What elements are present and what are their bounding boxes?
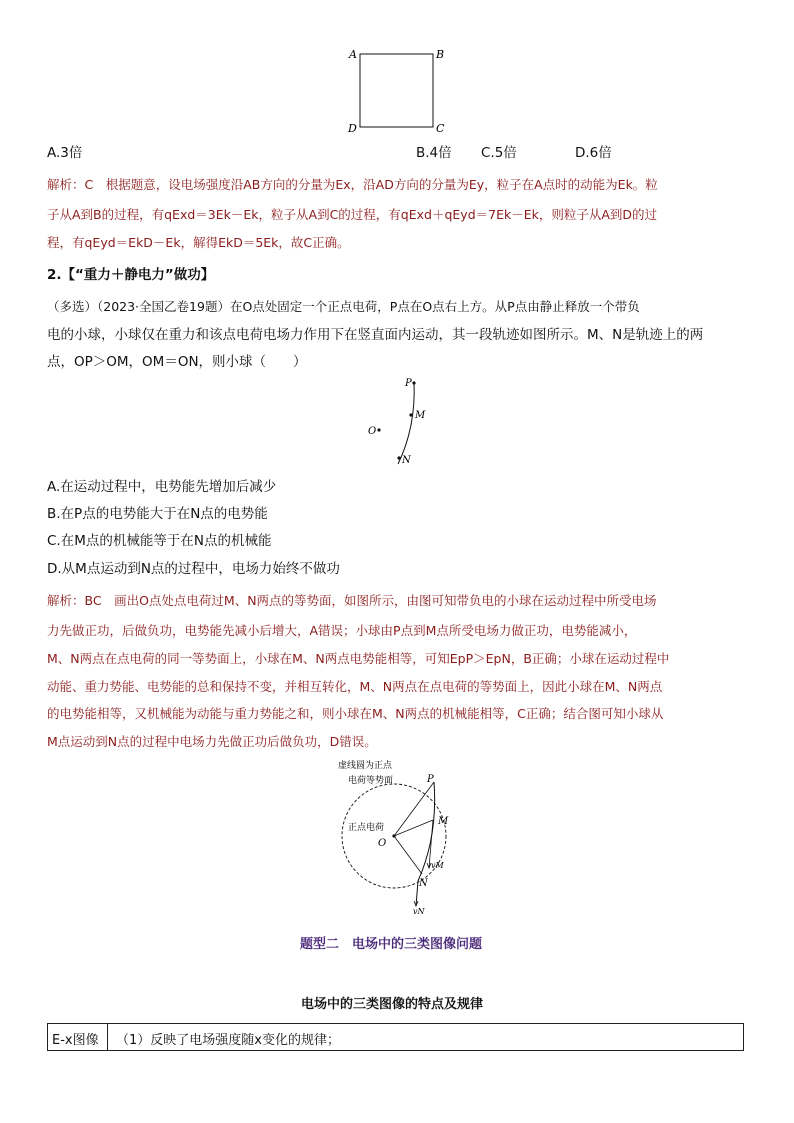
q2-solution-line: M点运动到N点的过程中电场力先做正功后做负功，D错误。 — [47, 734, 377, 749]
charge-label: 正点电荷 — [348, 823, 385, 833]
q2-stem-line: 电的小球，小球仅在重力和该点电荷电场力作用下在竖直面内运动，其一段轨迹如图所示。M、N是轨迹上的两 — [47, 327, 704, 343]
label-m: M — [415, 410, 426, 421]
q2-option-a: A.在运动过程中，电势能先增加后减少 — [47, 479, 277, 495]
label-n: N — [419, 878, 428, 889]
q2-solution-line: M、N两点在点电荷的同一等势面上，小球在M、N两点电势能相等，可知EpP＞EpN，B正确；小球在运动过程中 — [47, 651, 670, 666]
label-b: B — [436, 48, 445, 61]
trajectory-figure — [360, 372, 440, 472]
label-p: P — [427, 774, 434, 785]
section-title: 题型二 电场中的三类图像问题 — [300, 937, 483, 952]
note-line: 虚线圆为正点 — [338, 761, 393, 771]
label-a: A — [349, 48, 357, 61]
summary-table — [47, 1023, 744, 1051]
label-c: C — [436, 122, 445, 135]
q2-solution-line: 力先做正功，后做负功，电势能先减小后增大，A错误；小球由P点到M点所受电场力做正功，电势能减小， — [47, 623, 637, 638]
square-figure — [340, 44, 452, 138]
table-cell-description: （1）反映了电场强度随x变化的规律； — [116, 1033, 340, 1048]
label-n: N — [402, 455, 411, 466]
label-p: P — [405, 378, 412, 389]
label-o: O — [378, 838, 387, 849]
q2-solution-line: 解析：BC 画出O点处点电荷过M、N两点的等势面，如图所示，由图可知带负电的小球在运动过程中所受电场 — [47, 593, 657, 608]
q1-option-b: B.4倍 — [416, 145, 452, 161]
q2-solution-line: 动能、重力势能、电势能的总和保持不变，并相互转化，M、N两点在点电荷的等势面上，因此小球在M、N两点 — [47, 679, 663, 694]
q2-solution-line: 的电势能相等，又机械能为动能与重力势能之和，则小球在M、N两点的机械能相等，C正确；结合图可知小球从 — [47, 706, 664, 721]
q1-option-d: D.6倍 — [575, 145, 612, 161]
q2-stem-line: （多选）（2023·全国乙卷19题）在O点处固定一个正点电荷，P点在O点右上方。从P点由静止释放一个带负 — [47, 299, 640, 314]
q2-option-c: C.在M点的机械能等于在N点的机械能 — [47, 533, 272, 549]
label-m: M — [438, 816, 449, 827]
q1-solution-line: 子从A到B的过程，有qExd＝3Ek－Ek，粒子从A到C的过程，有qExd＋qEyd＝7Ek－Ek，则粒子从A到D的过 — [47, 207, 658, 222]
equipotential-figure — [338, 756, 468, 916]
label-vm: vM — [431, 861, 444, 870]
label-vn: vN — [413, 907, 425, 916]
section-subtitle: 电场中的三类图像的特点及规律 — [301, 997, 484, 1012]
q2-option-d: D.从M点运动到N点的过程中，电场力始终不做功 — [47, 561, 340, 577]
q2-stem-line: 点，OP＞OM，OM＝ON，则小球（ ） — [47, 354, 307, 370]
label-o: O — [368, 426, 377, 437]
label-d: D — [348, 122, 357, 135]
q1-option-c: C.5倍 — [481, 145, 517, 161]
q1-solution-line: 解析：C 根据题意，设电场强度沿AB方向的分量为Ex，沿AD方向的分量为Ey，粒子在A点时的动能为Ek。粒 — [47, 177, 658, 192]
q2-option-b: B.在P点的电势能大于在N点的电势能 — [47, 506, 268, 522]
q1-solution-line: 程，有qEyd＝EkD－Ek，解得EkD＝5Ek，故C正确。 — [47, 235, 350, 250]
q1-option-a: A.3倍 — [47, 145, 83, 161]
table-cell-type: E-x图像 — [48, 1024, 108, 1050]
q2-heading: 2.【“重力＋静电力”做功】 — [47, 267, 215, 283]
note-line: 电荷等势面 — [348, 776, 394, 786]
